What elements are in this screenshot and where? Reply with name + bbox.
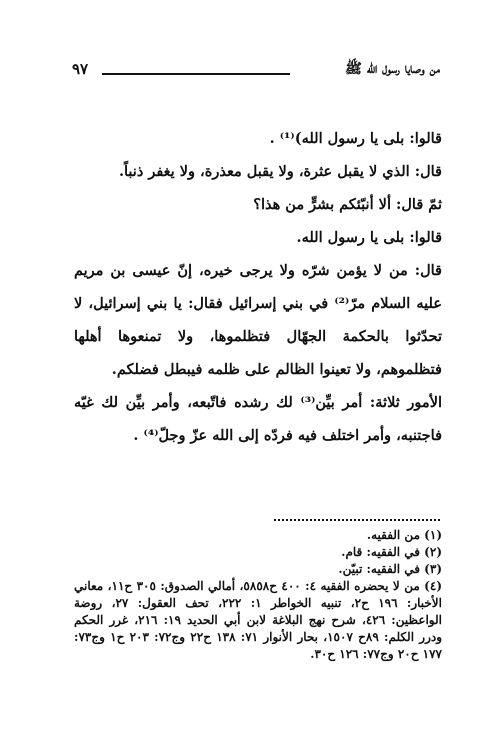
paragraph: الأمور ثلاثة: أمر بيِّن⁽³⁾ لك رشده فاتّبعه، وأمر بيِّن لك غيّه فاجتنبه، وأمر اختلف فيه فردّه إلى الله عزّ وجلّ⁽⁴⁾ . <box>74 394 442 444</box>
footnote-separator <box>274 519 440 521</box>
header-rule <box>102 73 290 75</box>
paragraph: قال: من لا يؤمن شرّه ولا يرجى خيره، إنّ عيسى بن مريم عليه السلام مرّ⁽²⁾ في بني إسرائيل فقال: يا بني إسرائيل، لا تحدّثوا بالحكمة الجهّال فتظلموها، ولا تمنعوها أهلها فتظلموهم، ولا تعينوا الظالم على ظلمه فيبطل فضلكم. <box>74 262 443 378</box>
running-title: من وصايا رسول الله ﷺ <box>345 61 440 77</box>
paragraph: قالوا: بلى يا رسول الله. <box>296 229 442 246</box>
paragraph: قال: الذي لا يقبل عثرة، ولا يقبل معذرة، ولا يغفر ذنباً. <box>118 163 442 180</box>
page-header <box>72 60 440 82</box>
paragraph: قالوا: بلى يا رسول الله)⁽¹⁾ . <box>269 130 442 147</box>
footnote: (٣) في الفقيه: تبيّن. <box>338 562 442 576</box>
page-number: ٩٧ <box>72 60 89 78</box>
main-text <box>74 122 442 452</box>
footnote: (٢) في الفقيه: قام. <box>341 545 442 559</box>
paragraph: ثمّ قال: ألا أنبّئكم بشرٍّ من هذا؟ <box>253 196 442 213</box>
footnotes <box>74 527 442 663</box>
footnote: (١) من الفقيه. <box>366 528 442 542</box>
footnote: (٤) من لا يحضره الفقيه ٤: ٤٠٠ ح٥٨٥٨، أمالي الصدوق: ٣٠٥ ح١١، معاني الأخبار: ١٩٦ ح٢، تنبيه الخواطر ١: ٢٢٢، تحف العقول: ٢٧، روضة الواعظين: ٤٢٦، شرح نهج البلاغة لابن أبي الحديد ١٩: ٢١٦، غرر الحكم ودرر الكلم: ٨٩ح ١٥٠٧، بحار الأنوار ٧١: ١٣٨ ح٢٢ وج٧٢: ٢٠٣ ح١ وج٧٣: ١٧٧ ح٢٠ وج٧٧: ١٢٦ ح٣٠. <box>74 579 443 661</box>
